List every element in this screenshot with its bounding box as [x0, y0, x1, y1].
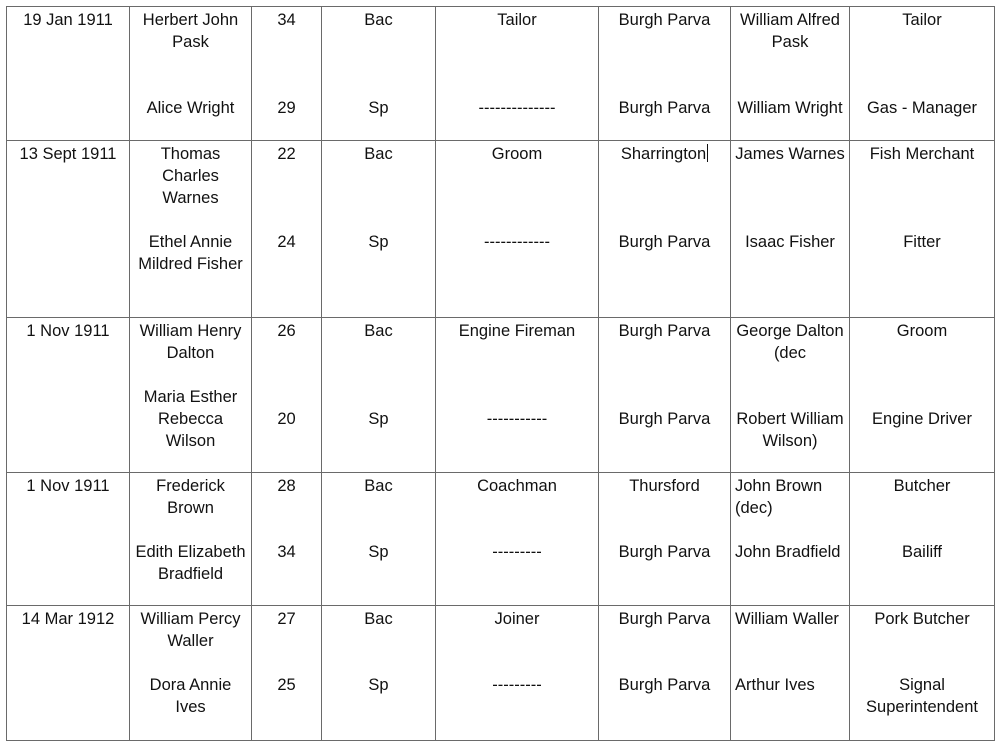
groom-name: William Henry Dalton	[139, 322, 242, 362]
bride-name: Alice Wright	[146, 99, 235, 117]
groom-father: William Waller	[735, 610, 839, 628]
bride-age: 25	[277, 676, 296, 694]
groom-condition: Bac	[364, 145, 393, 163]
bride-name: Maria Esther Rebecca Wilson	[143, 388, 238, 450]
marriage-date: 1 Nov 1911	[26, 322, 110, 340]
groom-father-occupation: Fish Merchant	[869, 145, 975, 163]
groom-age: 34	[277, 11, 296, 29]
bride-father-occupation: Gas - Manager	[866, 99, 978, 117]
table-row	[7, 141, 995, 318]
bride-father: William Wright	[737, 99, 843, 117]
groom-residence	[603, 143, 726, 165]
groom-age: 28	[277, 477, 296, 495]
groom-father-occupation: Tailor	[902, 11, 942, 29]
bride-occupation: ------------	[484, 233, 550, 251]
bride-occupation: --------------	[478, 99, 556, 117]
groom-age: 27	[277, 610, 296, 628]
groom-father-occupation: Butcher	[893, 477, 951, 495]
groom-father: William Alfred Pask	[740, 11, 840, 51]
bride-condition: Sp	[368, 543, 389, 561]
groom-age: 26	[277, 322, 296, 340]
table-row	[7, 606, 995, 741]
groom-father: James Warnes	[735, 145, 845, 163]
bride-condition: Sp	[368, 233, 389, 251]
bride-name: Dora Annie Ives	[149, 676, 232, 716]
groom-father-occupation: Pork Butcher	[874, 610, 970, 628]
groom-residence: Burgh Parva	[618, 610, 711, 628]
groom-residence: Burgh Parva	[618, 11, 711, 29]
bride-residence: Burgh Parva	[618, 233, 711, 251]
groom-occupation: Groom	[491, 145, 543, 163]
groom-condition: Bac	[364, 322, 393, 340]
groom-father-occupation: Groom	[896, 322, 948, 340]
groom-condition: Bac	[364, 11, 393, 29]
bride-father-occupation: Signal Superintendent	[866, 676, 978, 716]
groom-age: 22	[277, 145, 296, 163]
bride-father: John Bradfield	[735, 543, 841, 561]
bride-condition: Sp	[368, 99, 389, 117]
groom-residence: Thursford	[629, 477, 700, 495]
bride-name: Ethel Annie Mildred Fisher	[138, 233, 243, 273]
bride-father: Robert William Wilson)	[736, 410, 844, 450]
groom-name: William Percy Waller	[140, 610, 241, 650]
groom-father: John Brown (dec)	[735, 477, 823, 517]
bride-father-occupation: Engine Driver	[872, 410, 972, 428]
bride-father-occupation: Bailiff	[901, 543, 943, 561]
table-row	[7, 7, 995, 141]
groom-father: George Dalton (dec	[736, 322, 844, 362]
marriage-date: 13 Sept 1911	[19, 145, 117, 163]
marriage-date: 1 Nov 1911	[26, 477, 110, 495]
groom-name: Frederick Brown	[156, 477, 225, 517]
bride-age: 24	[277, 233, 296, 251]
groom-name: Herbert John Pask	[142, 11, 239, 51]
groom-occupation: Joiner	[494, 610, 540, 628]
marriage-date: 19 Jan 1911	[23, 11, 113, 29]
text-cursor	[707, 144, 708, 162]
groom-residence-text: Sharrington	[620, 145, 707, 163]
bride-residence: Burgh Parva	[618, 543, 711, 561]
groom-condition: Bac	[364, 477, 393, 495]
table-row	[7, 318, 995, 473]
bride-occupation: -----------	[486, 410, 548, 428]
marriage-register-table	[6, 6, 995, 741]
bride-age: 20	[277, 410, 296, 428]
groom-residence: Burgh Parva	[618, 322, 711, 340]
groom-occupation: Coachman	[477, 477, 557, 495]
marriage-date: 14 Mar 1912	[21, 610, 115, 628]
bride-condition: Sp	[368, 676, 389, 694]
bride-residence: Burgh Parva	[618, 676, 711, 694]
groom-occupation: Tailor	[497, 11, 537, 29]
bride-residence: Burgh Parva	[618, 99, 711, 117]
bride-age: 29	[277, 99, 296, 117]
bride-father: Arthur Ives	[735, 676, 815, 694]
bride-occupation: ---------	[492, 543, 542, 561]
bride-father: Isaac Fisher	[745, 233, 835, 251]
table-row	[7, 473, 995, 606]
bride-residence: Burgh Parva	[618, 410, 711, 428]
groom-name: Thomas Charles Warnes	[160, 145, 221, 207]
bride-occupation: ---------	[492, 676, 542, 694]
bride-condition: Sp	[368, 410, 389, 428]
groom-condition: Bac	[364, 610, 393, 628]
bride-name: Edith Elizabeth Bradfield	[135, 543, 246, 583]
bride-father-occupation: Fitter	[903, 233, 941, 251]
bride-age: 34	[277, 543, 296, 561]
groom-occupation: Engine Fireman	[458, 322, 576, 340]
